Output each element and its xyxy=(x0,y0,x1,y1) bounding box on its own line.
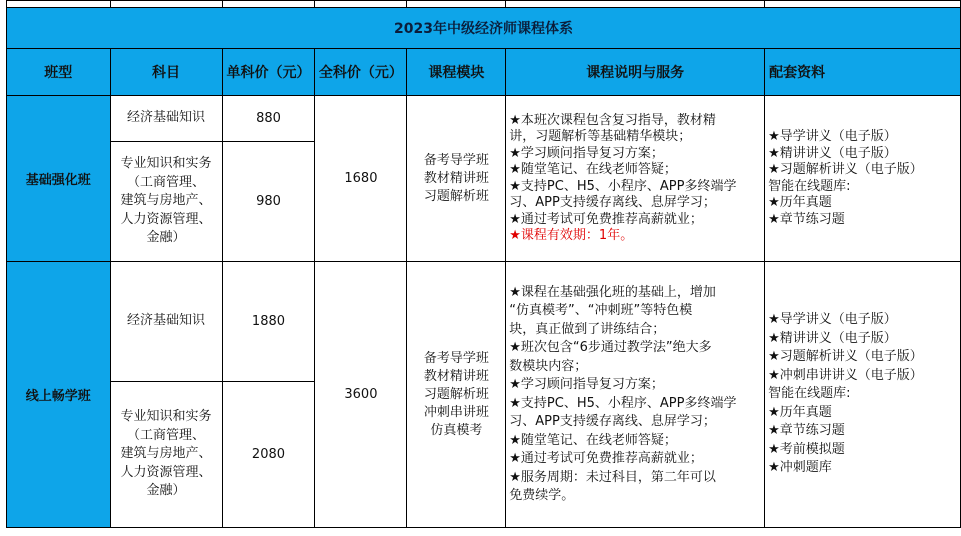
description-line: ★通过考试可免费推荐高薪就业； xyxy=(509,451,703,466)
subject-line: 人力资源管理、 xyxy=(120,211,212,227)
description-line: 块，真正做到了讲练结合； xyxy=(509,321,666,337)
material-item: ★导学讲义（电子版） xyxy=(768,312,897,328)
description-line: ★服务周期：未过科目，第二年可以 xyxy=(509,469,716,485)
top-spacer-row xyxy=(7,1,961,8)
header-materials: 配套资料 xyxy=(765,49,961,96)
title-row xyxy=(7,8,961,49)
table-row xyxy=(7,96,961,142)
description-line: 免费续学。 xyxy=(509,488,575,503)
module-item: 冲刺串讲班 xyxy=(423,404,489,420)
subject-line: 人力资源管理、 xyxy=(120,464,212,480)
subject-line: 金融） xyxy=(146,483,186,499)
material-item: ★历年真题 xyxy=(768,404,832,420)
material-item: ★导学讲义（电子版） xyxy=(768,129,897,144)
subject-line: 专业知识和实务 xyxy=(120,156,212,172)
description-line: “仿真模考”、“冲刺班”等特色模 xyxy=(509,303,693,318)
description-line: ★随堂笔记、在线老师答疑； xyxy=(509,432,677,448)
subject-cell xyxy=(110,96,222,142)
description-line: ★支持PC、H5、小程序、APP多终端学 xyxy=(509,178,737,194)
module-item: 习题解析班 xyxy=(423,188,489,204)
module-item: 备考导学班 xyxy=(423,350,489,366)
description-cell xyxy=(506,262,765,528)
description-line: ★学习顾问指导复习方案； xyxy=(509,377,664,392)
description-line: ★通过考试可免费推荐高薪就业； xyxy=(509,211,703,227)
description-line: ★随堂笔记、在线老师答疑； xyxy=(509,162,677,177)
description-line: 数模块内容； xyxy=(509,358,588,374)
header-modules: 课程模块 xyxy=(407,49,506,96)
description-line: ★学习顾问指导复习方案； xyxy=(509,145,664,161)
description-line: 讲，习题解析等基础精华模块； xyxy=(509,129,692,144)
header-single-price: 单科价（元） xyxy=(222,49,315,96)
material-item: ★考前模拟题 xyxy=(768,441,845,457)
header-subject: 科目 xyxy=(110,49,222,96)
single-price-cell: 880 xyxy=(222,96,315,142)
material-item: ★习题解析讲义（电子版） xyxy=(768,162,923,177)
materials-cell xyxy=(765,96,961,262)
subject-line: 经济基础知识 xyxy=(127,313,206,329)
full-price-cell: 3600 xyxy=(315,262,407,528)
modules-cell xyxy=(407,96,506,262)
subject-cell xyxy=(110,142,222,262)
subject-line: （工商管理、 xyxy=(127,427,206,443)
modules-cell xyxy=(407,262,506,528)
subject-cell xyxy=(110,382,222,528)
material-item: 智能在线题库: xyxy=(768,386,851,402)
material-item: ★习题解析讲义（电子版） xyxy=(768,349,923,365)
subject-line: 建筑与房地产、 xyxy=(120,193,212,209)
material-item: ★精讲讲义（电子版） xyxy=(768,330,897,346)
single-price-cell: 2080 xyxy=(222,382,315,528)
material-item: ★冲刺串讲讲义（电子版） xyxy=(768,367,923,383)
full-price-cell: 1680 xyxy=(315,96,407,262)
description-line: 习、APP支持缓存离线、息屏学习； xyxy=(509,195,716,210)
module-item: 教材精讲班 xyxy=(423,170,489,186)
material-item: 智能在线题库: xyxy=(768,178,851,194)
material-item: ★冲刺题库 xyxy=(768,460,832,476)
header-row xyxy=(7,49,961,96)
course-table xyxy=(6,0,961,528)
header-full-price: 全科价（元） xyxy=(315,49,407,96)
header-description: 课程说明与服务 xyxy=(506,49,765,96)
subject-line: 建筑与房地产、 xyxy=(120,446,212,462)
validity-line: ★课程有效期：1年。 xyxy=(509,228,634,243)
single-price-cell: 980 xyxy=(222,142,315,262)
module-item: 教材精讲班 xyxy=(423,368,489,384)
description-line: ★班次包含“6步通过教学法”绝大多 xyxy=(509,340,712,355)
description-line: ★支持PC、H5、小程序、APP多终端学 xyxy=(509,395,737,411)
description-line: ★本班次课程包含复习指导，教材精 xyxy=(509,112,716,128)
description-line: 习、APP支持缓存离线、息屏学习； xyxy=(509,414,716,429)
class-name-online: 线上畅学班 xyxy=(7,262,111,528)
material-item: ★历年真题 xyxy=(768,195,832,210)
header-class-type: 班型 xyxy=(7,49,111,96)
subject-line: 专业知识和实务 xyxy=(120,409,212,425)
table-row xyxy=(7,262,961,382)
subject-line: 金融） xyxy=(146,230,186,246)
single-price-cell: 1880 xyxy=(222,262,315,382)
materials-cell xyxy=(765,262,961,528)
subject-line: 经济基础知识 xyxy=(127,110,206,126)
module-item: 习题解析班 xyxy=(423,386,489,402)
sheet-title: 2023年中级经济师课程体系 xyxy=(7,8,961,49)
module-item: 仿真模考 xyxy=(430,422,483,438)
subject-cell xyxy=(110,262,222,382)
class-name-basic: 基础强化班 xyxy=(7,96,111,262)
material-item: ★精讲讲义（电子版） xyxy=(768,145,897,161)
material-item: ★章节练习题 xyxy=(768,211,845,227)
material-item: ★章节练习题 xyxy=(768,423,845,439)
description-cell xyxy=(506,96,765,262)
module-item: 备考导学班 xyxy=(423,152,489,168)
description-line: ★课程在基础强化班的基础上，增加 xyxy=(509,284,716,300)
subject-line: （工商管理、 xyxy=(127,174,206,190)
